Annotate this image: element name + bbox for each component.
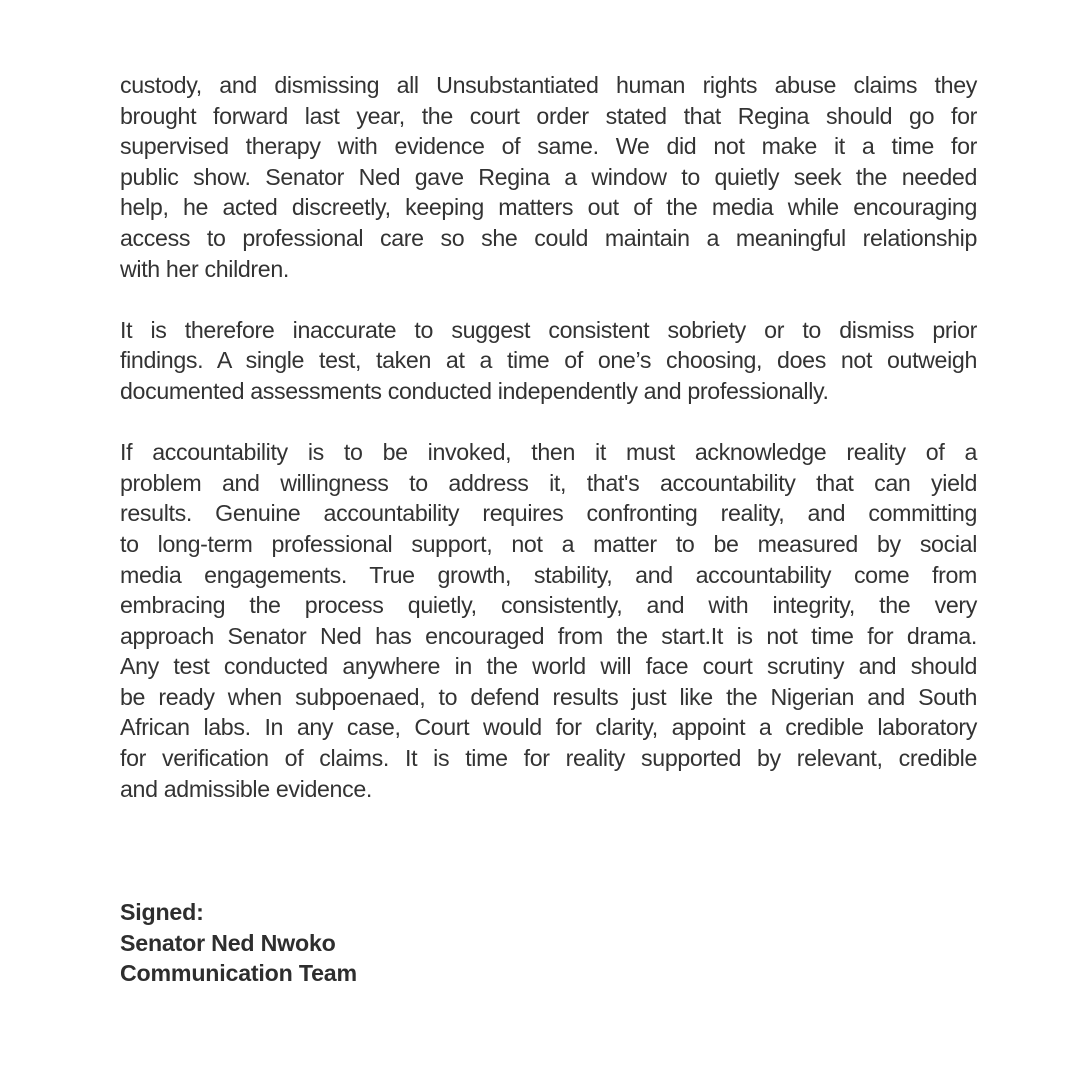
text-line: results. Genuine accountability requires confronting reality, and committing bbox=[120, 500, 977, 527]
text-line: help, he acted discreetly, keeping matters out of the media while encouraging bbox=[120, 194, 977, 221]
text-line: Any test conducted anywhere in the world will face court scrutiny and should bbox=[120, 653, 977, 680]
signatory-team: Communication Team bbox=[120, 960, 357, 987]
text-line: and admissible evidence. bbox=[120, 775, 372, 802]
text-line: supervised therapy with evidence of same. We did not make it a time for bbox=[120, 133, 977, 160]
text-line: problem and willingness to address it, that's accountability that can yield bbox=[120, 469, 977, 496]
text-line: access to professional care so she could maintain a meaningful relationship bbox=[120, 224, 977, 251]
text-line: If accountability is to be invoked, then it must acknowledge reality of a bbox=[120, 439, 977, 466]
text-line: to long-term professional support, not a matter to be measured by social bbox=[120, 530, 977, 557]
text-line: embracing the process quietly, consistently, and with integrity, the very bbox=[120, 592, 977, 619]
text-line: for verification of claims. It is time for reality supported by relevant, credible bbox=[120, 745, 977, 772]
text-line: brought forward last year, the court order stated that Regina should go for bbox=[120, 102, 977, 129]
signature-block bbox=[120, 897, 357, 989]
text-line: documented assessments conducted independently and professionally. bbox=[120, 377, 829, 404]
statement-body bbox=[120, 70, 977, 804]
text-line: be ready when subpoenaed, to defend results just like the Nigerian and South bbox=[120, 683, 977, 710]
text-line: public show. Senator Ned gave Regina a window to quietly seek the needed bbox=[120, 163, 977, 190]
text-line: African labs. In any case, Court would for clarity, appoint a credible laboratory bbox=[120, 714, 977, 741]
paragraph-accountability bbox=[120, 437, 977, 804]
text-line: with her children. bbox=[120, 255, 289, 282]
signatory-name: Senator Ned Nwoko bbox=[120, 929, 336, 956]
text-line: approach Senator Ned has encouraged from the start.It is not time for drama. bbox=[120, 622, 977, 649]
paragraph-custody bbox=[120, 70, 977, 284]
text-line: custody, and dismissing all Unsubstantiated human rights abuse claims they bbox=[120, 72, 977, 98]
text-line: It is therefore inaccurate to suggest consistent sobriety or to dismiss prior bbox=[120, 316, 977, 343]
text-line: media engagements. True growth, stability, and accountability come from bbox=[120, 561, 977, 588]
paragraph-findings bbox=[120, 315, 977, 407]
signature-label: Signed: bbox=[120, 899, 204, 925]
text-line: findings. A single test, taken at a time of one’s choosing, does not outweigh bbox=[120, 347, 977, 374]
